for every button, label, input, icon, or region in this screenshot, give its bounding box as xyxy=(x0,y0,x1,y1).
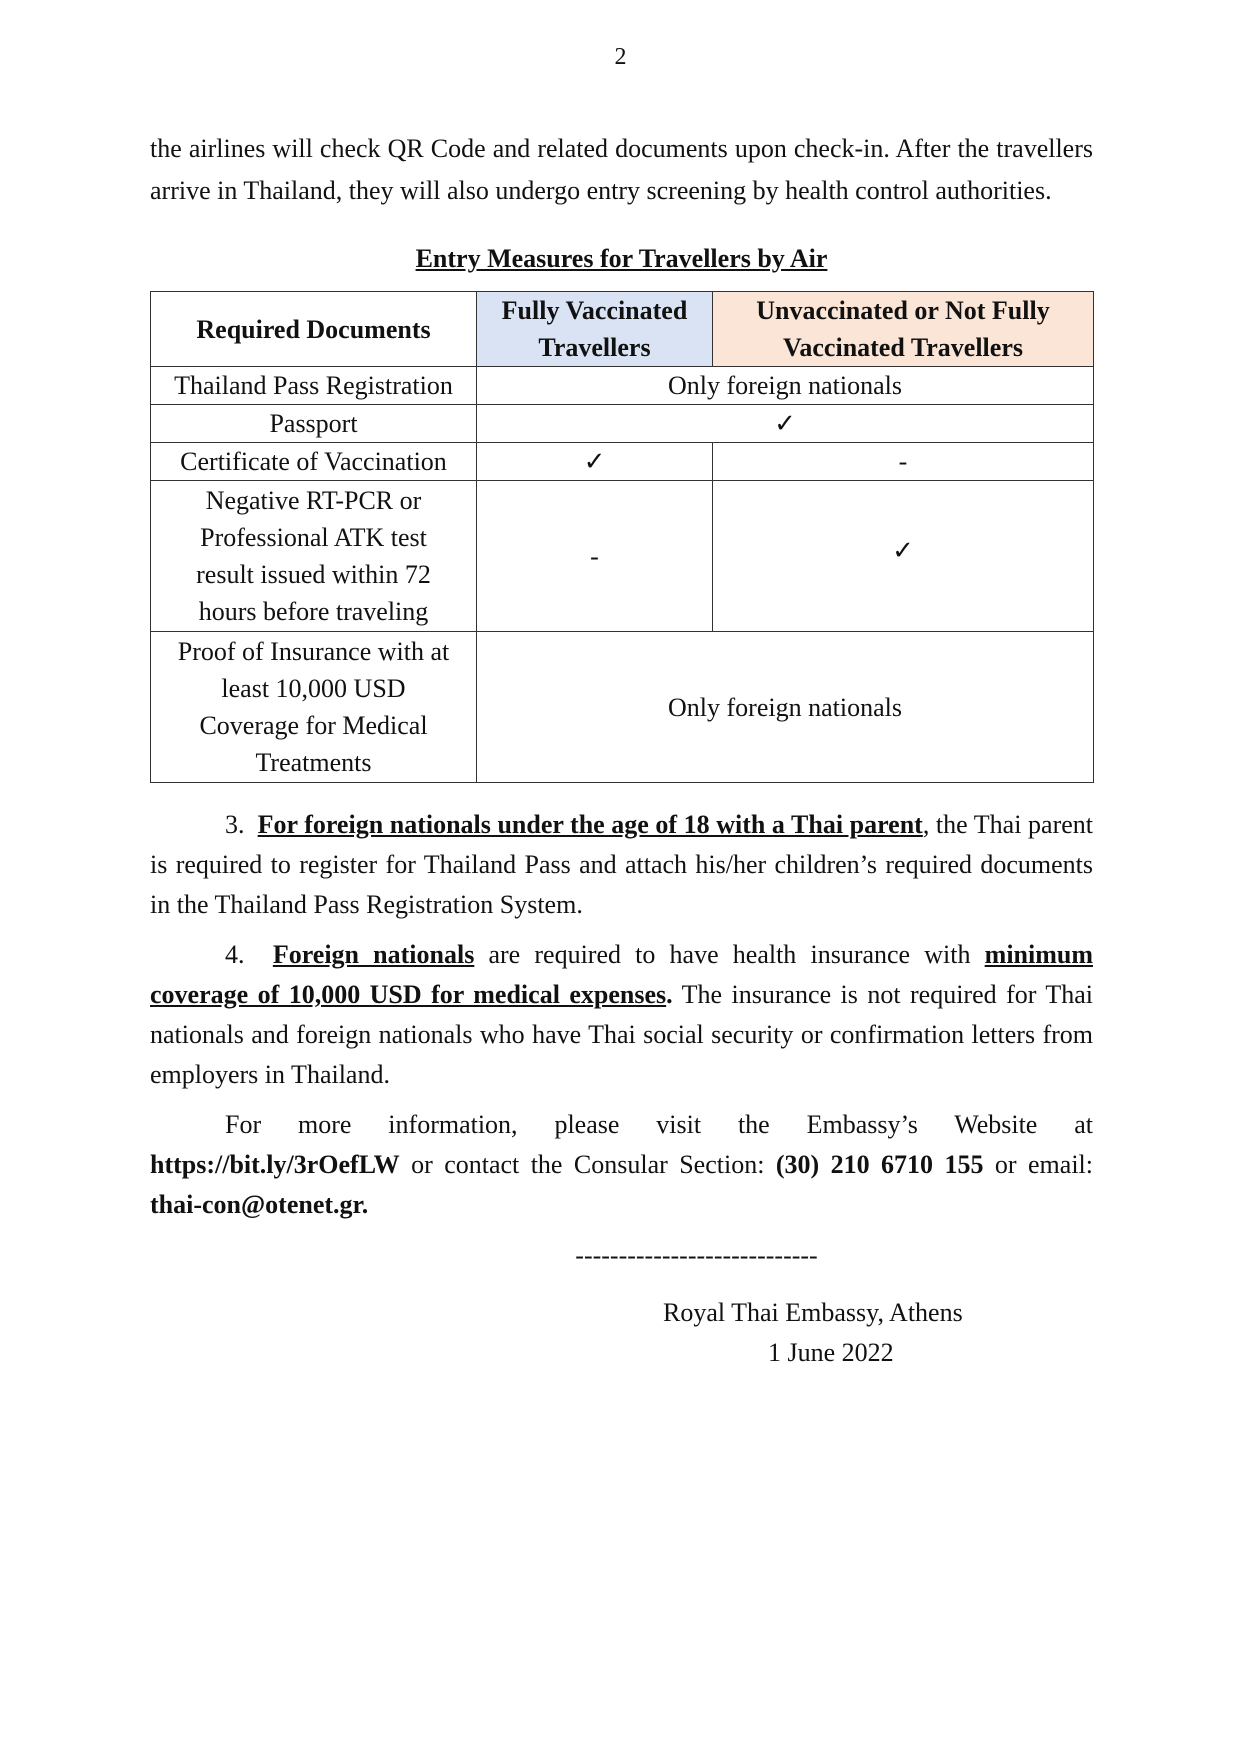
document-body xyxy=(150,128,1093,1373)
phone-number: (30) 210 6710 155 xyxy=(775,1150,984,1179)
table-row xyxy=(151,481,1094,632)
table-title: Entry Measures for Travellers by Air xyxy=(415,244,828,273)
more-info-text-2: or contact the Consular Section: xyxy=(399,1150,776,1179)
item-number: 4. xyxy=(225,940,245,969)
item-4-text-1: are required to have health insurance with xyxy=(474,940,985,969)
intro-paragraph: the airlines will check QR Code and related documents upon check-in. After the travellers arrive in Thailand, they will also undergo entry screening by health control authorities. xyxy=(150,134,1093,205)
more-info-text-3: or email: xyxy=(983,1150,1093,1179)
table-row xyxy=(151,443,1094,481)
header-unvaccinated: Unvaccinated or Not Fully Vaccinated Travellers xyxy=(713,292,1094,367)
item-3-emphasis: For foreign nationals under the age of 18 with a Thai parent xyxy=(257,810,923,839)
check-mark: ✓ xyxy=(713,481,1094,632)
row-value: Only foreign nationals xyxy=(477,367,1094,405)
check-mark: ✓ xyxy=(477,405,1094,443)
item-number: 3. xyxy=(225,810,245,839)
item-3-paragraph xyxy=(150,805,1093,925)
row-value: Only foreign nationals xyxy=(477,632,1094,783)
dash-mark: - xyxy=(477,481,713,632)
item-4-emphasis-1: Foreign nationals xyxy=(272,940,475,969)
row-label: Thailand Pass Registration xyxy=(151,367,477,405)
signature-date: 1 June 2022 xyxy=(768,1338,894,1367)
page-number: 2 xyxy=(614,44,627,70)
header-required-documents: Required Documents xyxy=(151,292,477,367)
row-label: Proof of Insurance with at least 10,000 USD Coverage for Medical Treatments xyxy=(151,632,477,783)
table-row xyxy=(151,405,1094,443)
check-mark: ✓ xyxy=(477,443,713,481)
item-4-text-2: The insurance is not required for Thai nationals and foreign nationals who have Thai social security or confirmation letters from employers in Thailand. xyxy=(150,980,1094,1089)
item-4-period: . xyxy=(666,980,673,1009)
more-info-text-1: For more information, please visit the Embassy’s Website at xyxy=(225,1110,1093,1139)
table-header-row xyxy=(151,292,1094,367)
website-link[interactable]: https://bit.ly/3rOefLW xyxy=(150,1150,400,1179)
row-label: Passport xyxy=(151,405,477,443)
table-row xyxy=(151,367,1094,405)
signature-name: Royal Thai Embassy, Athens xyxy=(663,1298,963,1327)
table-row xyxy=(151,632,1094,783)
dash-mark: - xyxy=(713,443,1094,481)
separator-line: ---------------------------- xyxy=(575,1241,818,1270)
item-4-paragraph xyxy=(150,935,1093,1095)
email-link[interactable]: thai-con@otenet.gr. xyxy=(150,1190,369,1219)
more-info-paragraph xyxy=(150,1105,1093,1225)
header-fully-vaccinated: Fully Vaccinated Travellers xyxy=(477,292,713,367)
entry-measures-table xyxy=(150,291,1094,783)
row-label: Certificate of Vaccination xyxy=(151,443,477,481)
row-label: Negative RT-PCR or Professional ATK test result issued within 72 hours before traveling xyxy=(151,481,477,632)
item-3-text: , the Thai parent is required to register for Thailand Pass and attach his/her children’s required documents in the Thailand Pass Registration System. xyxy=(150,810,1093,919)
item-4-emphasis-2: minimum coverage of 10,000 USD for medical expenses xyxy=(150,940,1093,1009)
